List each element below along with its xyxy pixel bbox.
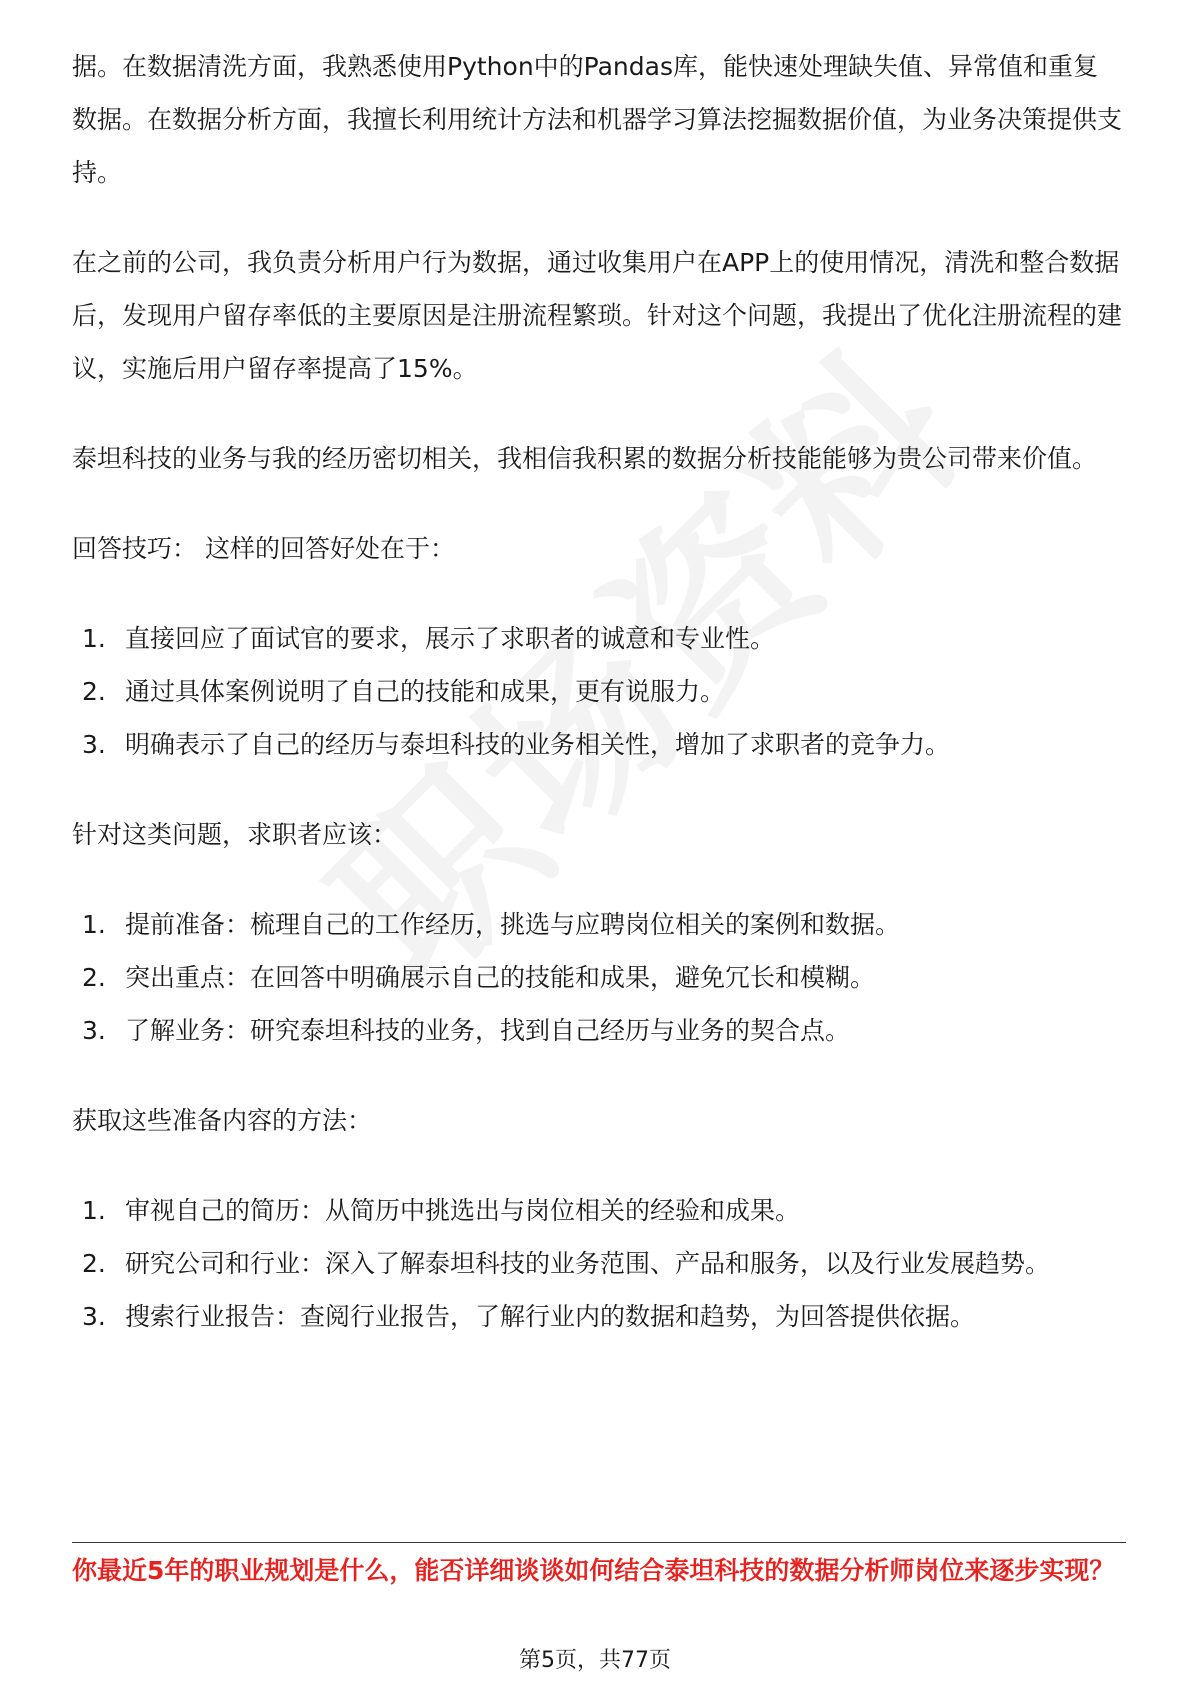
paragraph-relevance: 泰坦科技的业务与我的经历密切相关，我相信我积累的数据分析技能能够为贵公司带来价值。 <box>72 444 1098 473</box>
list-item <box>72 718 1122 771</box>
document-body <box>72 40 1122 1343</box>
list-number: 3. <box>82 730 106 759</box>
list-text: 直接回应了面试官的要求，展示了求职者的诚意和专业性。 <box>125 624 776 653</box>
list-text: 通过具体案例说明了自己的技能和成果，更有说服力。 <box>125 677 726 706</box>
list-number: 1. <box>82 1196 106 1225</box>
methods-heading: 获取这些准备内容的方法： <box>72 1106 373 1135</box>
list-item <box>72 1004 1122 1057</box>
advice-heading: 针对这类问题，求职者应该： <box>72 820 398 849</box>
list-item <box>72 1184 1122 1237</box>
paragraph-experience: 在之前的公司，我负责分析用户行为数据，通过收集用户在APP上的使用情况，清洗和整合数据后，发现用户留存率低的主要原因是注册流程繁琐。针对这个问题，我提出了优化注册流程的建议，实施后用户留存率提高了15%。 <box>72 248 1123 383</box>
next-question-heading: 你最近5年的职业规划是什么，能否详细谈谈如何结合泰坦科技的数据分析师岗位来逐步实现？ <box>72 1556 1115 1585</box>
list-item <box>72 1237 1122 1290</box>
list-number: 3. <box>82 1016 106 1045</box>
list-item <box>72 665 1122 718</box>
list-text: 研究公司和行业：深入了解泰坦科技的业务范围、产品和服务，以及行业发展趋势。 <box>125 1249 1051 1278</box>
list-number: 2. <box>82 963 106 992</box>
page-number: 第5页，共77页 <box>519 1648 671 1673</box>
list-number: 3. <box>82 1302 106 1331</box>
list-number: 1. <box>82 624 106 653</box>
paragraph-skills: 据。在数据清洗方面，我熟悉使用Python中的Pandas库，能快速处理缺失值、异常值和重复数据。在数据分析方面，我擅长利用统计方法和机器学习算法挖掘数据价值，为业务决策提供支持。 <box>72 52 1123 187</box>
methods-list <box>72 1184 1122 1343</box>
list-item <box>72 1290 1122 1343</box>
list-item <box>72 951 1122 1004</box>
list-text: 突出重点：在回答中明确展示自己的技能和成果，避免冗长和模糊。 <box>125 963 876 992</box>
list-number: 2. <box>82 1249 106 1278</box>
list-text: 明确表示了自己的经历与泰坦科技的业务相关性，增加了求职者的竞争力。 <box>125 730 951 759</box>
benefits-list <box>72 612 1122 771</box>
advice-list <box>72 898 1122 1057</box>
list-text: 搜索行业报告：查阅行业报告，了解行业内的数据和趋势，为回答提供依据。 <box>125 1302 976 1331</box>
list-number: 1. <box>82 910 106 939</box>
list-text: 审视自己的简历：从简历中挑选出与岗位相关的经验和成果。 <box>125 1196 801 1225</box>
list-text: 了解业务：研究泰坦科技的业务，找到自己经历与业务的契合点。 <box>125 1016 851 1045</box>
divider <box>72 1542 1126 1543</box>
answer-tips-heading: 回答技巧： 这样的回答好处在于： <box>72 534 455 563</box>
list-number: 2. <box>82 677 106 706</box>
list-item <box>72 612 1122 665</box>
list-text: 提前准备：梳理自己的工作经历，挑选与应聘岗位相关的案例和数据。 <box>125 910 901 939</box>
list-item <box>72 898 1122 951</box>
